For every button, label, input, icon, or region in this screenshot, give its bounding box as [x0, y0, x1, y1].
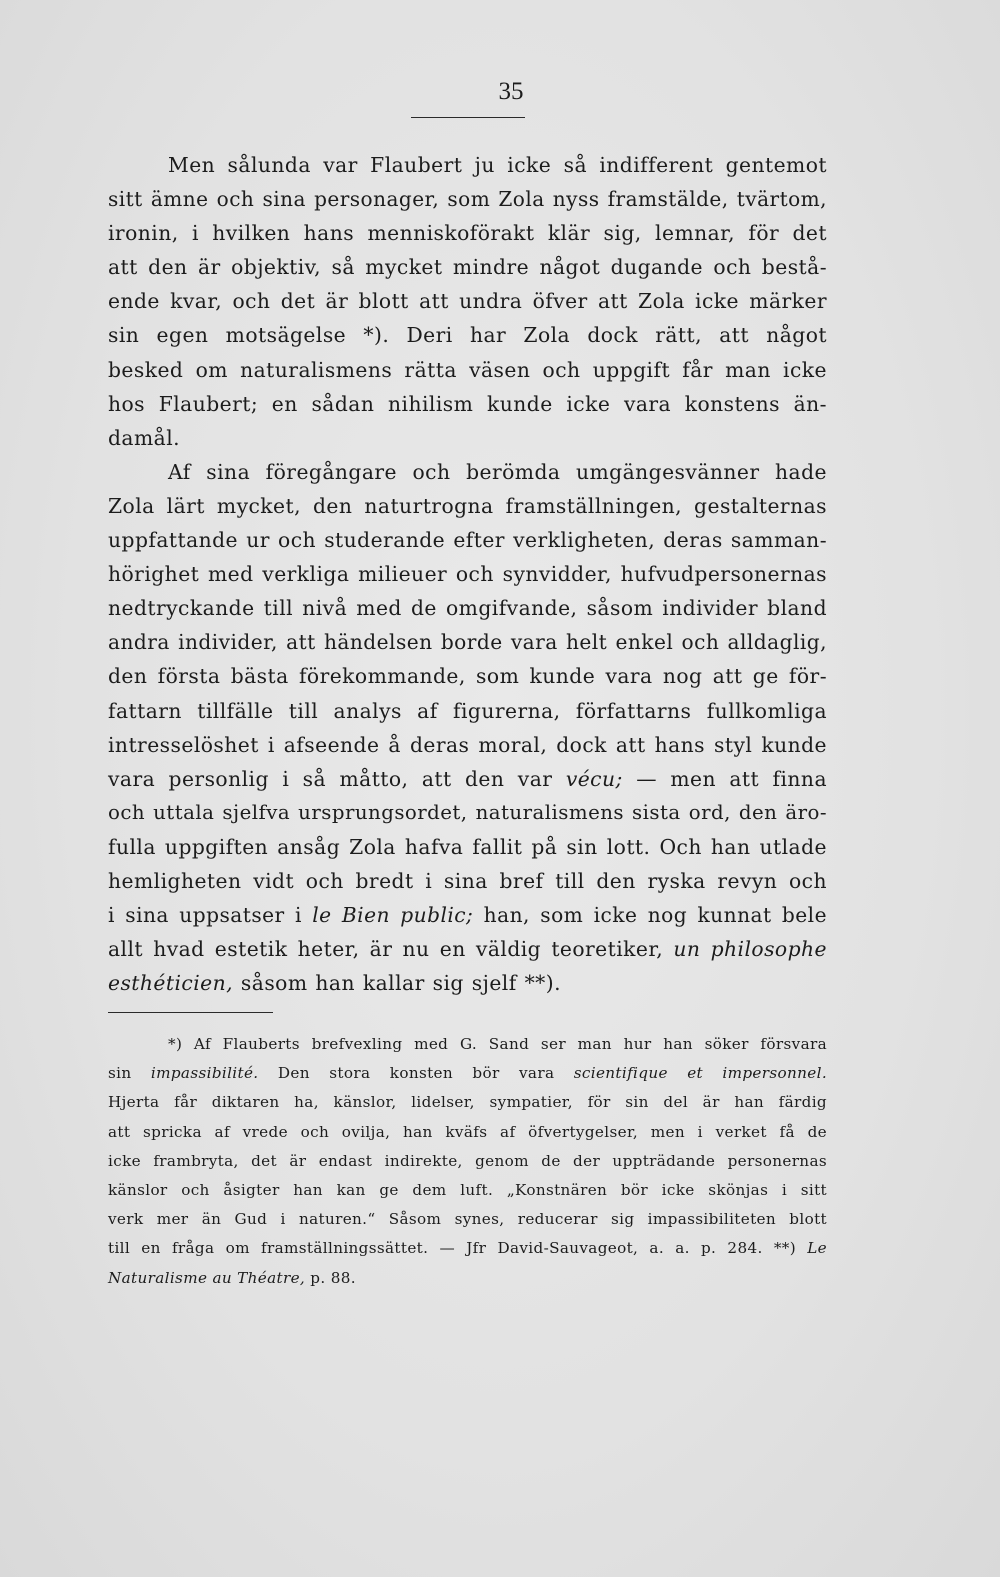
text-line: hos Flaubert; en sådan nihilism kunde icke vara konstens än- [108, 391, 827, 416]
italic-text: scientifique et impersonnel. [573, 1064, 827, 1083]
text-run: till en fråga om framställningssättet. — Jfr David-Sauvageot, a. a. p. 284. **) [108, 1239, 808, 1258]
footnote-line: Hjerta får diktaren ha, känslor, lidelser, sympatier, för sin del är han färdig [108, 1093, 827, 1112]
text-run: — men att finna [622, 766, 827, 791]
italic-text: impassibilité. [150, 1064, 259, 1083]
text-run: sin [108, 1064, 151, 1083]
footnote-line: känslor och åsigter han kan ge dem luft. „Konstnären bör icke skönjas i sitt [108, 1180, 827, 1199]
page-number-rule [411, 117, 525, 118]
text-line [108, 898, 827, 932]
text-line: att den är objektiv, så mycket mindre något dugande och bestå- [108, 255, 827, 280]
text-line: den första bästa förekommande, som kunde vara nog att ge för- [108, 664, 827, 689]
footnote-line [108, 1234, 827, 1263]
text-line: andra individer, att händelsen borde vara helt enkel och alldaglig, [108, 630, 827, 655]
text-line: intresselöshet i afseende å deras moral, dock att hans styl kunde [108, 732, 827, 757]
text-line: besked om naturalismens rätta väsen och uppgift får man icke [108, 357, 827, 382]
text-line: ende kvar, och det är blott att undra öfver att Zola icke märker [108, 289, 827, 314]
page-number: 35 [498, 78, 524, 105]
italic-text: un philosophe [673, 937, 827, 962]
body-text [108, 148, 827, 1000]
text-line: uppfattande ur och studerande efter verkligheten, deras samman- [108, 528, 827, 553]
text-run: allt hvad estetik heter, är nu en väldig teoretiker, [108, 937, 674, 962]
text-run: Den stora konsten bör vara [258, 1064, 574, 1083]
text-line: sin egen motsägelse *). Deri har Zola dock rätt, att något [108, 323, 827, 348]
italic-text: le Bien public; [312, 903, 474, 928]
text-line: fulla uppgiften ansåg Zola hafva fallit på sin lott. Och han utlade [108, 834, 827, 859]
text-line: Zola lärt mycket, den naturtrogna framställningen, gestalternas [108, 493, 827, 518]
text-line [108, 762, 827, 796]
italic-text: esthéticien, [108, 971, 234, 996]
text-run: såsom han kallar sig sjelf **). [233, 971, 562, 996]
text-line: hemligheten vidt och bredt i sina bref till den ryska revyn och [108, 868, 827, 893]
text-run: han, som icke nog kunnat bele [473, 903, 827, 928]
italic-text: vécu; [565, 766, 623, 791]
footnotes [108, 1030, 827, 1293]
footnote-line [108, 1264, 827, 1293]
italic-text: Le [807, 1239, 827, 1258]
text-run: i sina uppsatser i [108, 903, 313, 928]
text-line [108, 932, 827, 966]
text-line: Af sina föregångare och berömda umgängesvänner hade [168, 459, 827, 484]
italic-text: Naturalisme au Théatre, [108, 1268, 306, 1287]
text-run: vara personlig i så måtto, att den var [108, 766, 566, 791]
text-line: damål. [108, 425, 181, 450]
text-line: och uttala sjelfva ursprungsordet, naturalismens sista ord, den äro- [108, 800, 827, 824]
text-line: sitt ämne och sina personager, som Zola nyss framstälde, tvärtom, [108, 187, 827, 212]
footnote-line: icke frambryta, det är endast indirekte, genom de der uppträdande personernas [108, 1151, 827, 1170]
text-line: ironin, i hvilken hans menniskoförakt klär sig, lemnar, för det [108, 221, 827, 246]
text-line [108, 966, 827, 1000]
footnote-line: verk mer än Gud i naturen.“ Såsom synes, reducerar sig impassibiliteten blott [108, 1210, 827, 1229]
footnote-line [108, 1059, 827, 1088]
footnote-line: *) Af Flauberts brefvexling med G. Sand ser man hur han söker försvara [168, 1035, 827, 1053]
footnote-rule [108, 1012, 273, 1013]
text-line: fattarn tillfälle till analys af figurerna, författarns fullkomliga [108, 698, 827, 723]
text-run: p. 88. [305, 1268, 356, 1287]
text-line: hörighet med verkliga milieuer och synvidder, hufvudpersonernas [108, 562, 827, 587]
text-line: nedtryckande till nivå med de omgifvande, såsom individer bland [108, 596, 827, 621]
footnote-line: att spricka af vrede och ovilja, han kväfs af öfvertygelser, men i verket få de [108, 1122, 827, 1141]
text-line: Men sålunda var Flaubert ju icke så indifferent gentemot [168, 153, 827, 177]
